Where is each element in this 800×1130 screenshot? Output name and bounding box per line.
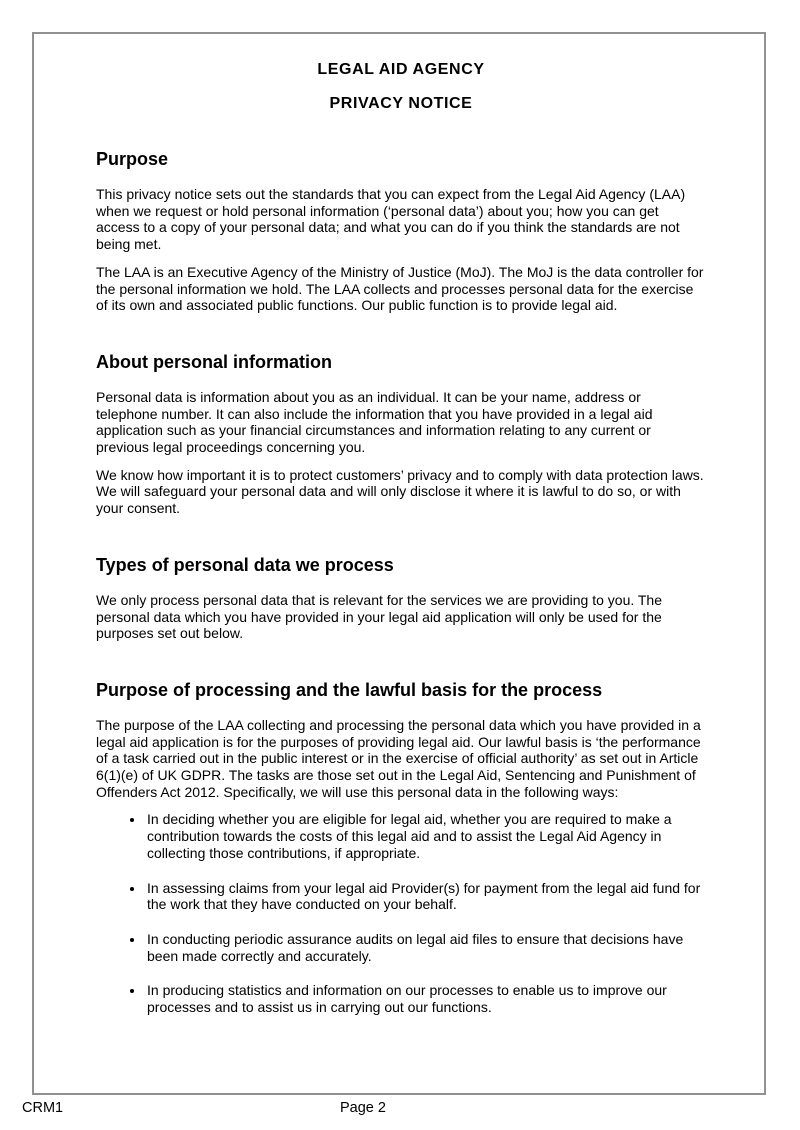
section-purpose	[96, 149, 706, 314]
footer-page-number: Page 2	[340, 1100, 386, 1116]
footer-form-code: CRM1	[22, 1100, 64, 1116]
bullet-item: • In assessing claims from your legal aid Provider(s) for payment from the legal aid fund for the work that they have conducted on your behalf.	[145, 880, 706, 913]
paragraph: This privacy notice sets out the standards that you can expect from the Legal Aid Agency (LAA) when we request or hold personal information (‘personal data’) about you; how you can get access to a copy of your personal data; and what you can do if you think the standards are not being met.	[96, 186, 686, 253]
bullet-list	[96, 811, 706, 1015]
document-title-line2: PRIVACY NOTICE	[329, 95, 473, 112]
section-types-of-personal-data	[96, 555, 706, 642]
bullet-item: • In producing statistics and information on our processes to enable us to improve our processes and to assist us in carrying out our functions.	[145, 982, 706, 1015]
paragraph: The LAA is an Executive Agency of the Ministry of Justice (MoJ). The MoJ is the data controller for the personal information we hold. The LAA collects and processes personal data for the exercise of its own and associated public functions. Our public function is to provide legal aid.	[96, 263, 704, 314]
page-border-frame	[32, 32, 766, 1095]
section-heading: About personal information	[96, 351, 332, 372]
section-purpose-of-processing	[96, 680, 706, 1016]
paragraph: We only process personal data that is relevant for the services we are providing to you. The personal data which you have provided in your legal aid application will only be used for the purposes set out below.	[96, 591, 663, 642]
paragraph: We know how important it is to protect customers’ privacy and to comply with data protection laws. We will safeguard your personal data and will only disclose it where it is lawful to do so, or with your consent.	[96, 466, 704, 517]
page-footer	[0, 1100, 800, 1120]
section-heading: Purpose	[96, 149, 169, 169]
bullet-item: • In deciding whether you are eligible for legal aid, whether you are required to make a contribution towards the costs of this legal aid and to assist the Legal Aid Agency in collecting those contributions, if appropriate.	[145, 811, 706, 861]
paragraph: The purpose of the LAA collecting and processing the personal data which you have provided in a legal aid application is for the purposes of providing legal aid. Our lawful basis is ‘the performance of a task carried out in the public interest or in the exercise of official authority’ as set out in Article 6(1)(e) of UK GDPR. The tasks are those set out in the Legal Aid, Sentencing and Punishment of Offenders Act 2012. Specifically, we will use this personal data in the following ways:	[96, 716, 701, 800]
section-heading: Types of personal data we process	[96, 554, 394, 575]
section-about-personal-information	[96, 352, 706, 517]
document-title-line1: LEGAL AID AGENCY	[317, 61, 485, 78]
bullet-item: • In conducting periodic assurance audits on legal aid files to ensure that decisions have been made correctly and accurately.	[145, 931, 706, 964]
paragraph: Personal data is information about you as an individual. It can be your name, address or telephone number. It can also include the information that you have provided in a legal aid application such as your financial circumstances and information relating to any current or previous legal proceedings concerning you.	[96, 388, 653, 456]
section-heading: Purpose of processing and the lawful basis for the process	[96, 679, 603, 700]
